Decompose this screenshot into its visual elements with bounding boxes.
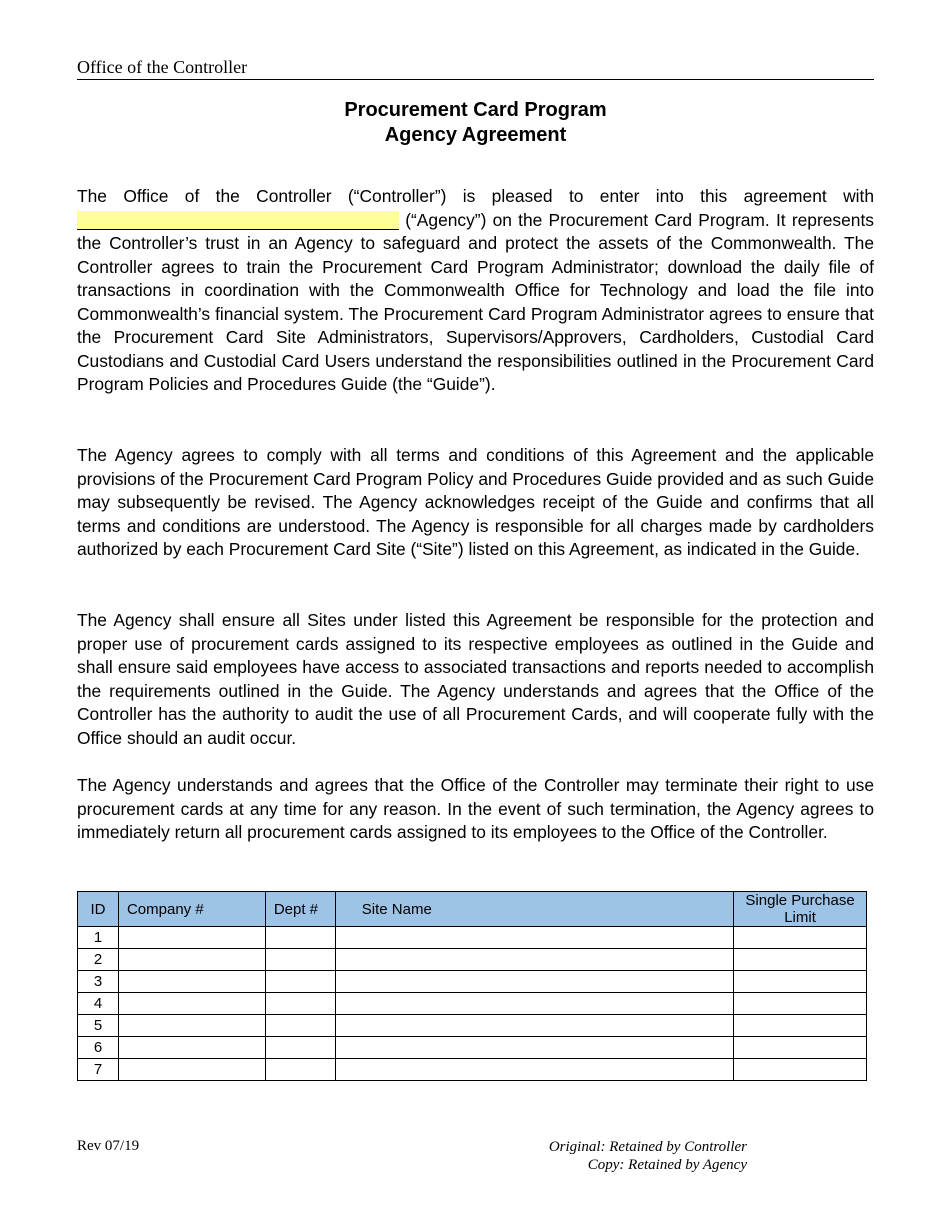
dept-cell[interactable]	[265, 949, 335, 971]
title-line-2: Agency Agreement	[384, 124, 567, 146]
limit-cell[interactable]	[734, 1037, 867, 1059]
company-cell[interactable]	[118, 993, 265, 1015]
copy-note: Copy: Retained by Agency	[587, 1157, 747, 1173]
id-cell: 5	[78, 1015, 119, 1037]
table-row	[78, 1059, 867, 1081]
paragraph-1-opening: The Office of the Controller (“Controller”) is pleased to enter into this agreement with	[77, 186, 874, 206]
paragraph-1-rest	[77, 209, 874, 397]
dept-cell[interactable]	[265, 1037, 335, 1059]
company-cell[interactable]	[118, 949, 265, 971]
id-cell: 7	[78, 1059, 119, 1081]
site-name-cell[interactable]	[335, 927, 733, 949]
limit-cell[interactable]	[734, 1015, 867, 1037]
table-row	[78, 971, 867, 993]
header-single-purchase-limit: Single Purchase Limit	[734, 892, 867, 927]
id-cell: 2	[78, 949, 119, 971]
company-cell[interactable]	[118, 1015, 265, 1037]
table-body	[78, 927, 867, 1081]
document-page	[77, 0, 874, 1230]
site-name-cell[interactable]	[335, 1059, 733, 1081]
paragraph-4: The Agency understands and agrees that the Office of the Controller may terminate their right to use procurement cards at any time for any reason. In the event of such termination, the Agency agrees to immediately return all procurement cards assigned to its employees to the Office of the Controller.	[77, 775, 874, 842]
paragraph-1-text: (“Agency”) on the Procurement Card Program. It represents the Controller’s trust in an Agency to safeguard and protect the assets of the Commonwealth. The Controller agrees to train the Procurement Card Program Administrator; download the daily file of transactions in coordination with the Commonwealth Office for Technology and load the file into Commonwealth’s financial system. The Procurement Card Program Administrator agrees to ensure that the Procurement Card Site Administrators, Supervisors/Approvers, Cardholders, Custodial Card Custodians and Custodial Card Users understand the responsibilities outlined in the Procurement Card Program Policies and Procedures Guide (the “Guide”).	[77, 209, 874, 394]
paragraph-2: The Agency agrees to comply with all terms and conditions of this Agreement and the applicable provisions of the Procurement Card Program Policy and Procedures Guide provided and as such Guide may subsequently be revised. The Agency acknowledges receipt of the Guide and confirms that all terms and conditions are understood. The Agency is responsible for all charges made by cardholders authorized by each Procurement Card Site (“Site”) listed on this Agreement, as indicated in the Guide.	[77, 445, 874, 559]
limit-cell[interactable]	[734, 1059, 867, 1081]
id-cell: 4	[78, 993, 119, 1015]
table-header-row	[78, 892, 867, 927]
site-name-cell[interactable]	[335, 1037, 733, 1059]
header-dept: Dept #	[265, 892, 335, 927]
company-cell[interactable]	[118, 1059, 265, 1081]
table-row	[78, 1015, 867, 1037]
agency-name-field[interactable]	[77, 211, 399, 230]
dept-cell[interactable]	[265, 993, 335, 1015]
site-name-cell[interactable]	[335, 993, 733, 1015]
header-id: ID	[78, 892, 119, 927]
company-cell[interactable]	[118, 927, 265, 949]
table-row	[78, 993, 867, 1015]
revision-label: Rev 07/19	[77, 1138, 140, 1154]
id-cell: 3	[78, 971, 119, 993]
site-name-cell[interactable]	[335, 1015, 733, 1037]
dept-cell[interactable]	[265, 971, 335, 993]
limit-cell[interactable]	[734, 993, 867, 1015]
table-row	[78, 927, 867, 949]
table-row	[78, 1037, 867, 1059]
page-header: Office of the Controller	[77, 56, 874, 80]
sites-table	[77, 891, 867, 1081]
header-company: Company #	[118, 892, 265, 927]
limit-cell[interactable]	[734, 949, 867, 971]
company-cell[interactable]	[118, 971, 265, 993]
title-line-1: Procurement Card Program	[344, 99, 607, 121]
header-site-name: Site Name	[335, 892, 733, 927]
id-cell: 1	[78, 927, 119, 949]
dept-cell[interactable]	[265, 1059, 335, 1081]
company-cell[interactable]	[118, 1037, 265, 1059]
site-name-cell[interactable]	[335, 949, 733, 971]
paragraph-3: The Agency shall ensure all Sites under listed this Agreement be responsible for the protection and proper use of procurement cards assigned to its respective employees as outlined in the Guide and shall ensure said employees have access to associated transactions and reports needed to accomplish the requirements outlined in the Guide. The Agency understands and agrees that the Office of the Controller has the authority to audit the use of all Procurement Cards, and will cooperate fully with the Office should an audit occur.	[77, 610, 874, 748]
limit-cell[interactable]	[734, 971, 867, 993]
limit-cell[interactable]	[734, 927, 867, 949]
site-name-cell[interactable]	[335, 971, 733, 993]
dept-cell[interactable]	[265, 1015, 335, 1037]
table-row	[78, 949, 867, 971]
document-title	[77, 98, 874, 148]
id-cell: 6	[78, 1037, 119, 1059]
paragraph-1	[77, 185, 874, 397]
original-note: Original: Retained by Controller	[548, 1139, 747, 1155]
distribution-note	[497, 1138, 747, 1174]
dept-cell[interactable]	[265, 927, 335, 949]
